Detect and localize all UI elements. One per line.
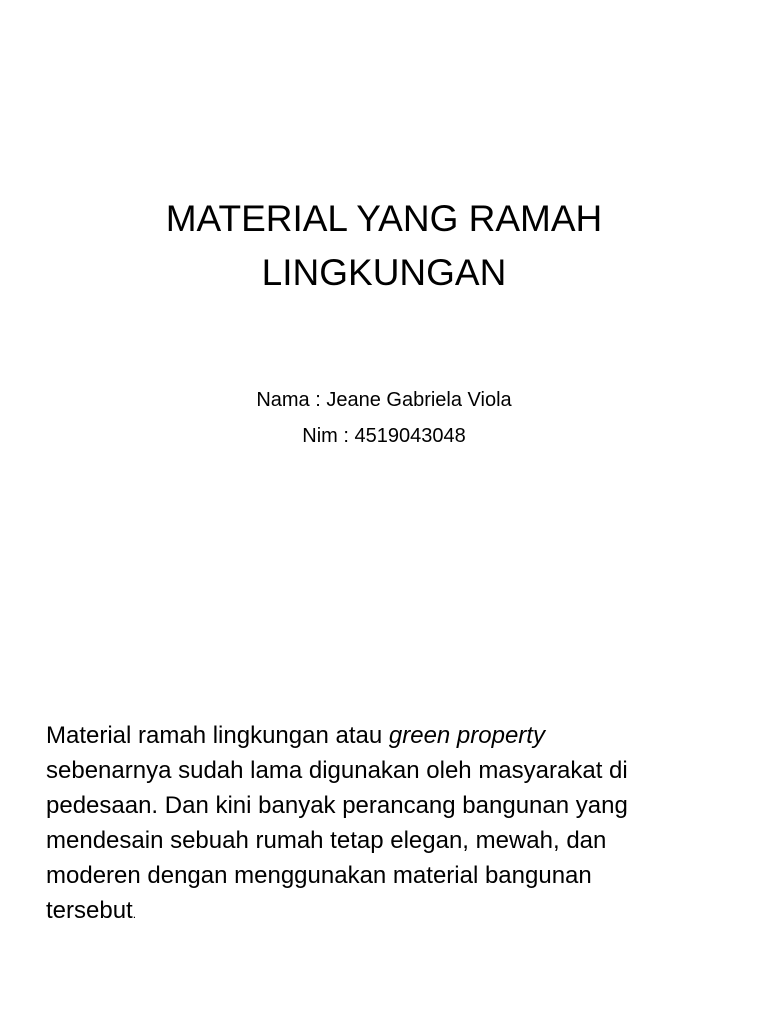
body-paragraph <box>46 718 726 932</box>
slide-subtitle <box>60 382 708 454</box>
student-nim: Nim : 4519043048 <box>302 425 466 447</box>
body-line-6: tersebut <box>46 897 133 924</box>
body-line-2: sebenarnya sudah lama digunakan oleh masyarakat di <box>46 757 628 784</box>
body-line-1-prefix: Material ramah lingkungan atau <box>46 722 389 749</box>
title-line-1: MATERIAL YANG RAMAH <box>165 198 603 239</box>
body-line-1-italic: green property <box>388 722 545 749</box>
student-name: Nama : Jeane Gabriela Viola <box>256 389 512 411</box>
slide-title <box>60 192 708 300</box>
body-line-4: mendesain sebuah rumah tetap elegan, mewah, dan <box>46 827 607 854</box>
body-line-6-end: . <box>132 907 137 921</box>
title-line-2: LINGKUNGAN <box>261 252 507 293</box>
body-line-3: pedesaan. Dan kini banyak perancang bangunan yang <box>46 792 628 819</box>
body-line-5: moderen dengan menggunakan material bangunan <box>46 862 592 889</box>
